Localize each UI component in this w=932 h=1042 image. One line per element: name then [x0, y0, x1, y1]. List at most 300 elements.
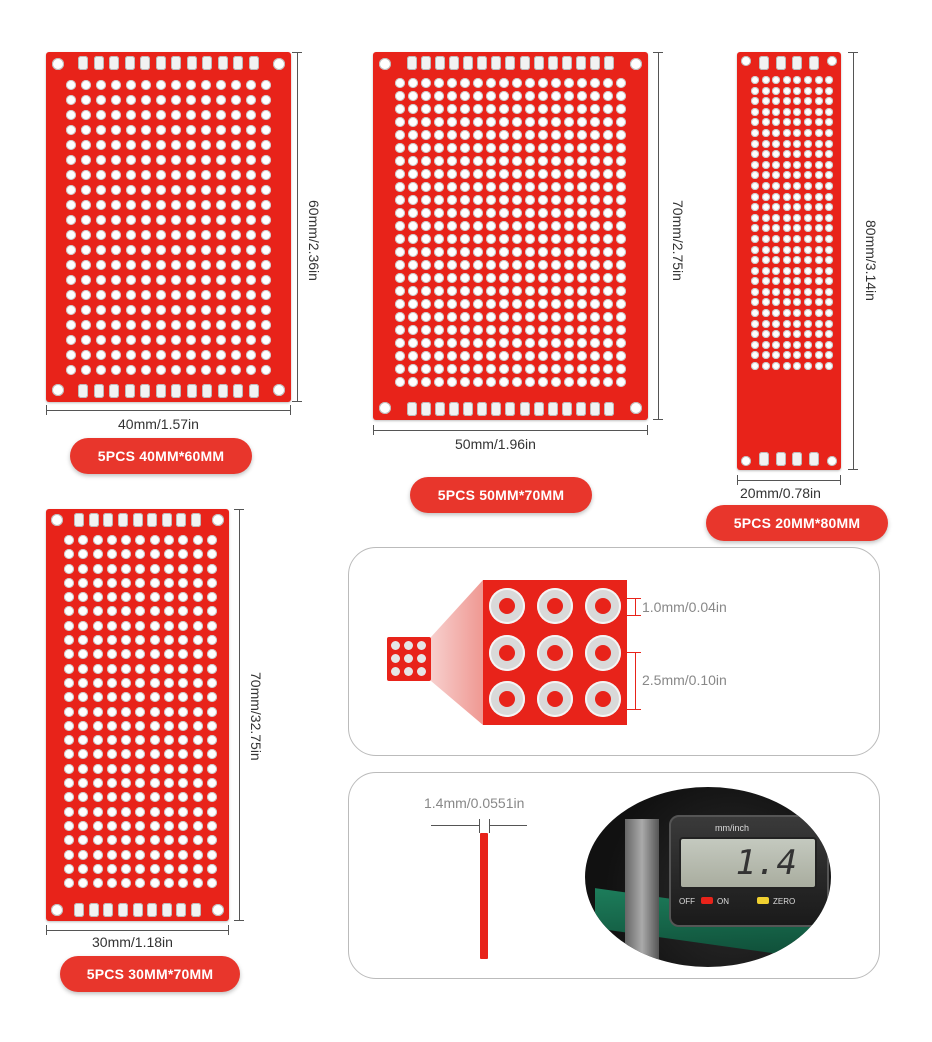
pcb-hole [64, 878, 74, 888]
pcb-hole [793, 246, 801, 254]
pcb-hole [473, 234, 483, 244]
pcb-hole [434, 208, 444, 218]
pcb-hole [171, 230, 181, 240]
pcb-hole [793, 171, 801, 179]
pcb-hole [460, 299, 470, 309]
pcb-hole [408, 221, 418, 231]
pcb-hole [193, 564, 203, 574]
pcb-hole [499, 195, 509, 205]
pcb-hole [804, 277, 812, 285]
pcb-hole [825, 182, 833, 190]
pcb-hole [96, 95, 106, 105]
pcb-hole [66, 80, 76, 90]
pcb-hole [772, 87, 780, 95]
pcb-hole [78, 678, 88, 688]
pcb-hole [421, 208, 431, 218]
pcb-hole [107, 792, 117, 802]
pcb-hole [216, 125, 226, 135]
pcb-hole [815, 309, 823, 317]
pcb-hole [246, 275, 256, 285]
pcb-hole [460, 78, 470, 88]
pcb-hole [603, 377, 613, 387]
edge-pad [218, 56, 228, 70]
pcb-hole [473, 260, 483, 270]
pcb-hole [486, 104, 496, 114]
pcb-hole [473, 299, 483, 309]
pcb-hole [772, 246, 780, 254]
edge-pad [576, 402, 586, 416]
pcb-hole [499, 169, 509, 179]
pcb-hole [447, 117, 457, 127]
pcb-hole [434, 78, 444, 88]
pcb-hole [793, 203, 801, 211]
pcb-hole [193, 721, 203, 731]
pcb-hole [150, 749, 160, 759]
pcb-hole [772, 118, 780, 126]
pcb-hole [78, 735, 88, 745]
pcb-hole [762, 288, 770, 296]
pcb-hole [616, 286, 626, 296]
pcb-hole [783, 267, 791, 275]
pcb-hole [590, 104, 600, 114]
pcb-hole [164, 821, 174, 831]
pcb-hole [156, 245, 166, 255]
pcb-hole [564, 156, 574, 166]
pcb-hole [486, 325, 496, 335]
pcb-hole [603, 338, 613, 348]
pcb-hole [421, 273, 431, 283]
pcb-hole [107, 764, 117, 774]
dimension-line-width [46, 410, 291, 411]
pcb-hole [107, 721, 117, 731]
pcb-hole [616, 312, 626, 322]
pcb-hole [447, 78, 457, 88]
pcb-hole [66, 275, 76, 285]
pcb-hole [231, 140, 241, 150]
pcb-hole [772, 362, 780, 370]
pcb-hole [207, 578, 217, 588]
pcb-hole [78, 606, 88, 616]
pcb-hole [246, 320, 256, 330]
pcb-hole [804, 298, 812, 306]
pcb-hole [783, 341, 791, 349]
pcb-hole [551, 117, 561, 127]
edge-pad [78, 56, 88, 70]
pcb-hole [66, 245, 76, 255]
pcb-hole [96, 230, 106, 240]
pcb-hole [751, 341, 759, 349]
pcb-hole [590, 338, 600, 348]
pcb-hole [231, 245, 241, 255]
pcb-hole [150, 692, 160, 702]
pcb-hole [815, 288, 823, 296]
pcb-hole [171, 290, 181, 300]
pcb-hole [96, 185, 106, 195]
pcb-hole [499, 325, 509, 335]
pcb-hole [616, 182, 626, 192]
pcb-hole [126, 305, 136, 315]
pcb-hole [499, 312, 509, 322]
pcb-hole [231, 110, 241, 120]
pcb-hole [783, 288, 791, 296]
pcb-hole [126, 350, 136, 360]
quantity-badge: 5PCS 30MM*70MM [60, 956, 240, 992]
edge-pad [103, 903, 113, 917]
pcb-hole [825, 203, 833, 211]
pcb-hole [246, 215, 256, 225]
pcb-hole [762, 150, 770, 158]
edge-pad [89, 903, 99, 917]
pcb-hole [186, 275, 196, 285]
pcb-hole [815, 246, 823, 254]
pcb-hole [551, 247, 561, 257]
pcb-hole [207, 707, 217, 717]
pcb-hole [178, 606, 188, 616]
pcb-hole [825, 330, 833, 338]
pcb-hole [135, 735, 145, 745]
pcb-hole [78, 578, 88, 588]
pcb-hole [171, 350, 181, 360]
pcb-hole [111, 125, 121, 135]
pcb-hole [186, 125, 196, 135]
pcb-hole [551, 156, 561, 166]
pcb-hole [538, 195, 548, 205]
pcb-hole [551, 325, 561, 335]
edge-pad [162, 513, 172, 527]
pcb-hole [538, 286, 548, 296]
pcb-hole [804, 362, 812, 370]
pcb-hole [473, 117, 483, 127]
pcb-hole [512, 247, 522, 257]
pcb-hole [486, 260, 496, 270]
pcb-hole [421, 91, 431, 101]
pcb-hole [66, 305, 76, 315]
pcb-hole [499, 286, 509, 296]
hole-grid [64, 535, 217, 888]
edge-pad [520, 56, 530, 70]
pcb-hole [78, 807, 88, 817]
pcb-hole [96, 305, 106, 315]
pcb-hole [590, 351, 600, 361]
pcb-hole [201, 140, 211, 150]
pcb-hole [66, 110, 76, 120]
pcb-hole [447, 195, 457, 205]
pcb-hole [121, 878, 131, 888]
edge-pad [548, 56, 558, 70]
pcb-hole [616, 78, 626, 88]
pcb-hole [825, 341, 833, 349]
pcb-hole [460, 273, 470, 283]
pcb-hole [525, 234, 535, 244]
thickness-label: 1.4mm/0.0551in [424, 795, 525, 811]
pcb-hole [525, 78, 535, 88]
pcb-hole [512, 338, 522, 348]
caliper-photo [585, 787, 831, 967]
pcb-hole [525, 247, 535, 257]
pcb-hole [825, 351, 833, 359]
pcb-hole [525, 169, 535, 179]
pcb-hole [246, 95, 256, 105]
pcb-hole [804, 118, 812, 126]
width-label: 40mm/1.57in [118, 416, 199, 432]
hole-grid [751, 76, 833, 370]
pcb-hole [178, 678, 188, 688]
pcb-hole [815, 182, 823, 190]
pcb-hole [804, 288, 812, 296]
pcb-hole [408, 182, 418, 192]
pcb-hole [434, 156, 444, 166]
pcb-hole [577, 117, 587, 127]
pcb-hole [460, 195, 470, 205]
pcb-hole [772, 256, 780, 264]
pcb-hole [150, 821, 160, 831]
pcb-hole [590, 143, 600, 153]
pcb-hole [564, 208, 574, 218]
pcb-hole [164, 549, 174, 559]
pcb-hole [141, 260, 151, 270]
pcb-hole [64, 564, 74, 574]
pcb-hole [156, 80, 166, 90]
pcb-hole [825, 246, 833, 254]
pcb-hole [499, 91, 509, 101]
pcb-hole [577, 91, 587, 101]
pcb-hole [111, 215, 121, 225]
pcb-hole [78, 692, 88, 702]
edge-pad [74, 513, 84, 527]
pcb-hole [793, 330, 801, 338]
pcb-hole [164, 735, 174, 745]
pcb-hole [156, 260, 166, 270]
pcb-hole [150, 549, 160, 559]
edge-pad [463, 402, 473, 416]
pad-row-top [407, 56, 614, 70]
pcb-hole [193, 807, 203, 817]
pcb-hole [64, 835, 74, 845]
pcb-hole [78, 850, 88, 860]
pcb-hole [590, 299, 600, 309]
pcb-hole [783, 224, 791, 232]
pcb-hole [395, 78, 405, 88]
pcb-hole [126, 95, 136, 105]
pcb-hole [216, 95, 226, 105]
pcb-hole [793, 309, 801, 317]
pcb-hole [395, 221, 405, 231]
pcb-hole [207, 735, 217, 745]
pcb-hole [421, 117, 431, 127]
pcb-hole [512, 221, 522, 231]
pcb-hole [512, 273, 522, 283]
pcb-hole [216, 215, 226, 225]
edge-pad [505, 402, 515, 416]
pcb-hole [156, 230, 166, 240]
pcb-hole [164, 807, 174, 817]
pcb-hole [193, 635, 203, 645]
pcb-hole [150, 664, 160, 674]
pcb-hole [447, 169, 457, 179]
pcb-hole [111, 230, 121, 240]
pcb-hole [193, 692, 203, 702]
pcb-hole [751, 150, 759, 158]
pcb-hole [460, 104, 470, 114]
pcb-hole [164, 721, 174, 731]
pcb-hole [231, 335, 241, 345]
pcb-hole [193, 749, 203, 759]
edge-pad [604, 56, 614, 70]
pcb-hole [603, 234, 613, 244]
pcb-hole [186, 155, 196, 165]
pcb-hole [164, 535, 174, 545]
pcb-hole [486, 169, 496, 179]
pcb-hole [486, 78, 496, 88]
zero-button [757, 897, 769, 904]
pcb-hole [408, 377, 418, 387]
pcb-hole [473, 286, 483, 296]
pcb-hole [512, 104, 522, 114]
pcb-hole [193, 678, 203, 688]
pcb-hole [93, 749, 103, 759]
pcb-hole [135, 850, 145, 860]
pcb-hole [126, 215, 136, 225]
pcb-hole [564, 234, 574, 244]
pcb-hole [447, 130, 457, 140]
pcb-hole [201, 170, 211, 180]
pcb-board-50x70 [373, 52, 648, 420]
pcb-hole [261, 350, 271, 360]
pcb-hole [762, 129, 770, 137]
pcb-hole [603, 156, 613, 166]
pcb-hole [473, 78, 483, 88]
pcb-hole [825, 224, 833, 232]
pcb-hole [590, 208, 600, 218]
mounting-hole [741, 56, 751, 66]
pcb-hole [216, 185, 226, 195]
mounting-hole [51, 904, 63, 916]
pcb-hole [135, 606, 145, 616]
pcb-hole [121, 635, 131, 645]
pcb-hole [499, 377, 509, 387]
pcb-hole [486, 273, 496, 283]
dimension-line-width [737, 480, 841, 481]
pcb-hole [201, 230, 211, 240]
pcb-hole [564, 338, 574, 348]
pcb-hole [551, 273, 561, 283]
pcb-hole [171, 95, 181, 105]
edge-pad [590, 56, 600, 70]
pcb-hole [551, 221, 561, 231]
edge-pad [435, 56, 445, 70]
pcb-hole [603, 91, 613, 101]
pcb-hole [772, 203, 780, 211]
pcb-hole [499, 260, 509, 270]
pcb-hole [590, 169, 600, 179]
pcb-hole [193, 735, 203, 745]
pcb-hole [96, 365, 106, 375]
pcb-hole [551, 208, 561, 218]
pcb-hole [121, 606, 131, 616]
pcb-hole [135, 764, 145, 774]
height-label: 70mm/32.75in [248, 672, 264, 761]
pcb-hole [408, 286, 418, 296]
pcb-hole [121, 864, 131, 874]
pcb-hole [207, 764, 217, 774]
pcb-hole [421, 325, 431, 335]
pcb-hole [616, 325, 626, 335]
pcb-hole [96, 170, 106, 180]
pcb-hole [783, 351, 791, 359]
pcb-hole [447, 351, 457, 361]
pcb-hole [762, 97, 770, 105]
pcb-hole [603, 78, 613, 88]
pcb-hole [93, 535, 103, 545]
pcb-hole [499, 143, 509, 153]
pcb-hole [150, 621, 160, 631]
pcb-hole [207, 864, 217, 874]
pcb-hole [793, 224, 801, 232]
pcb-hole [121, 764, 131, 774]
pcb-hole [421, 195, 431, 205]
mounting-hole [379, 402, 391, 414]
pcb-hole [793, 108, 801, 116]
pcb-hole [590, 91, 600, 101]
pcb-hole [126, 290, 136, 300]
pcb-hole [207, 692, 217, 702]
pcb-hole [460, 156, 470, 166]
pcb-hole [486, 364, 496, 374]
pcb-hole [93, 864, 103, 874]
pcb-hole [460, 143, 470, 153]
pcb-hole [616, 130, 626, 140]
pcb-hole [421, 351, 431, 361]
pcb-hole [150, 878, 160, 888]
pcb-hole [525, 338, 535, 348]
pcb-hole [499, 117, 509, 127]
pcb-hole [231, 320, 241, 330]
pcb-hole [107, 535, 117, 545]
pcb-hole [96, 125, 106, 135]
edge-pad [156, 384, 166, 398]
pcb-hole [793, 161, 801, 169]
edge-pad [809, 56, 819, 70]
edge-pad [94, 384, 104, 398]
pcb-hole [111, 170, 121, 180]
pcb-hole [121, 807, 131, 817]
pcb-hole [616, 273, 626, 283]
pcb-hole [421, 377, 431, 387]
pcb-hole [78, 564, 88, 574]
pcb-hole [135, 835, 145, 845]
pcb-hole [421, 234, 431, 244]
pcb-hole [246, 80, 256, 90]
pcb-hole [783, 108, 791, 116]
pcb-hole [201, 155, 211, 165]
pcb-hole [408, 156, 418, 166]
hole-diameter-label: 1.0mm/0.04in [642, 599, 727, 615]
pcb-hole [135, 864, 145, 874]
pcb-hole [150, 535, 160, 545]
pcb-hole [78, 721, 88, 731]
pcb-hole [825, 97, 833, 105]
pcb-hole [64, 721, 74, 731]
pcb-hole [577, 104, 587, 114]
pcb-hole [121, 835, 131, 845]
pcb-hole [171, 140, 181, 150]
pcb-hole [804, 108, 812, 116]
pcb-hole [93, 735, 103, 745]
pcb-hole [156, 140, 166, 150]
pcb-hole [81, 140, 91, 150]
pcb-hole [762, 267, 770, 275]
pcb-hole [141, 350, 151, 360]
